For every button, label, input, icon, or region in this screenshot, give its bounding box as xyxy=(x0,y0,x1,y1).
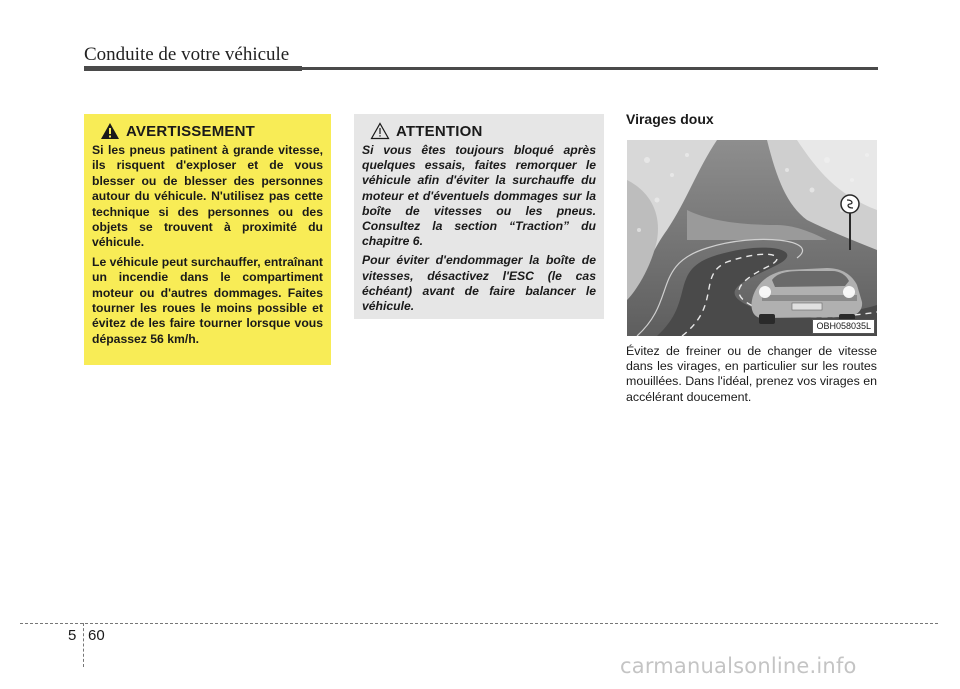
watermark: carmanualsonline.info xyxy=(620,654,857,678)
section-body-text: Évitez de freiner ou de changer de vitesse dans les virages, en particulier sur les routes mouillées. Dans l'idéal, prenez vos virages en accélérant doucement. xyxy=(626,344,877,404)
warning-label: AVERTISSEMENT xyxy=(126,122,256,140)
caution-label: ATTENTION xyxy=(396,122,483,140)
warning-header xyxy=(100,122,323,140)
image-code-label: OBH058035L xyxy=(812,319,875,334)
warning-paragraph: Si les pneus patinent à grande vitesse, ils risquent d'exploser et de vous blesser ou de blesser des personnes autour du véhicule. N'utilisez pas cette technique si des personnes ou des objets se trouvent à proximité du véhicule. xyxy=(92,143,323,250)
warning-box xyxy=(84,114,331,365)
footer-rule xyxy=(20,623,938,624)
caution-triangle-icon xyxy=(370,122,390,140)
warning-paragraph: Le véhicule peut surchauffer, entraînant un incendie dans le compartiment moteur ou d'autres dommages. Faites tourner les roues le moins possible et évitez de les faire tourner lorsque vous dépassez 56 km/h. xyxy=(92,254,323,346)
page-number: 60 xyxy=(88,627,105,644)
section-title: Virages doux xyxy=(626,111,714,127)
road-scene-image xyxy=(627,140,877,336)
caution-box xyxy=(354,114,604,319)
warning-triangle-icon xyxy=(100,122,120,140)
curve-road-illustration xyxy=(627,140,877,336)
footer-divider xyxy=(83,623,84,667)
caution-paragraph: Pour éviter d'endommager la boîte de vitesses, désactivez l'ESC (le cas échéant) avant de faire balancer le véhicule. xyxy=(362,253,596,314)
header-rule-accent xyxy=(84,66,302,71)
caution-header xyxy=(370,122,596,140)
chapter-number: 5 xyxy=(68,627,77,644)
page-header-title: Conduite de votre véhicule xyxy=(84,44,290,65)
caution-paragraph: Si vous êtes toujours bloqué après quelques essais, faites remorquer le véhicule afin d'éviter la surchauffe du moteur et d'éventuels dommages sur la boîte de vitesses ou les pneus. Consultez la section “Traction” du chapitre 6. xyxy=(362,143,596,249)
